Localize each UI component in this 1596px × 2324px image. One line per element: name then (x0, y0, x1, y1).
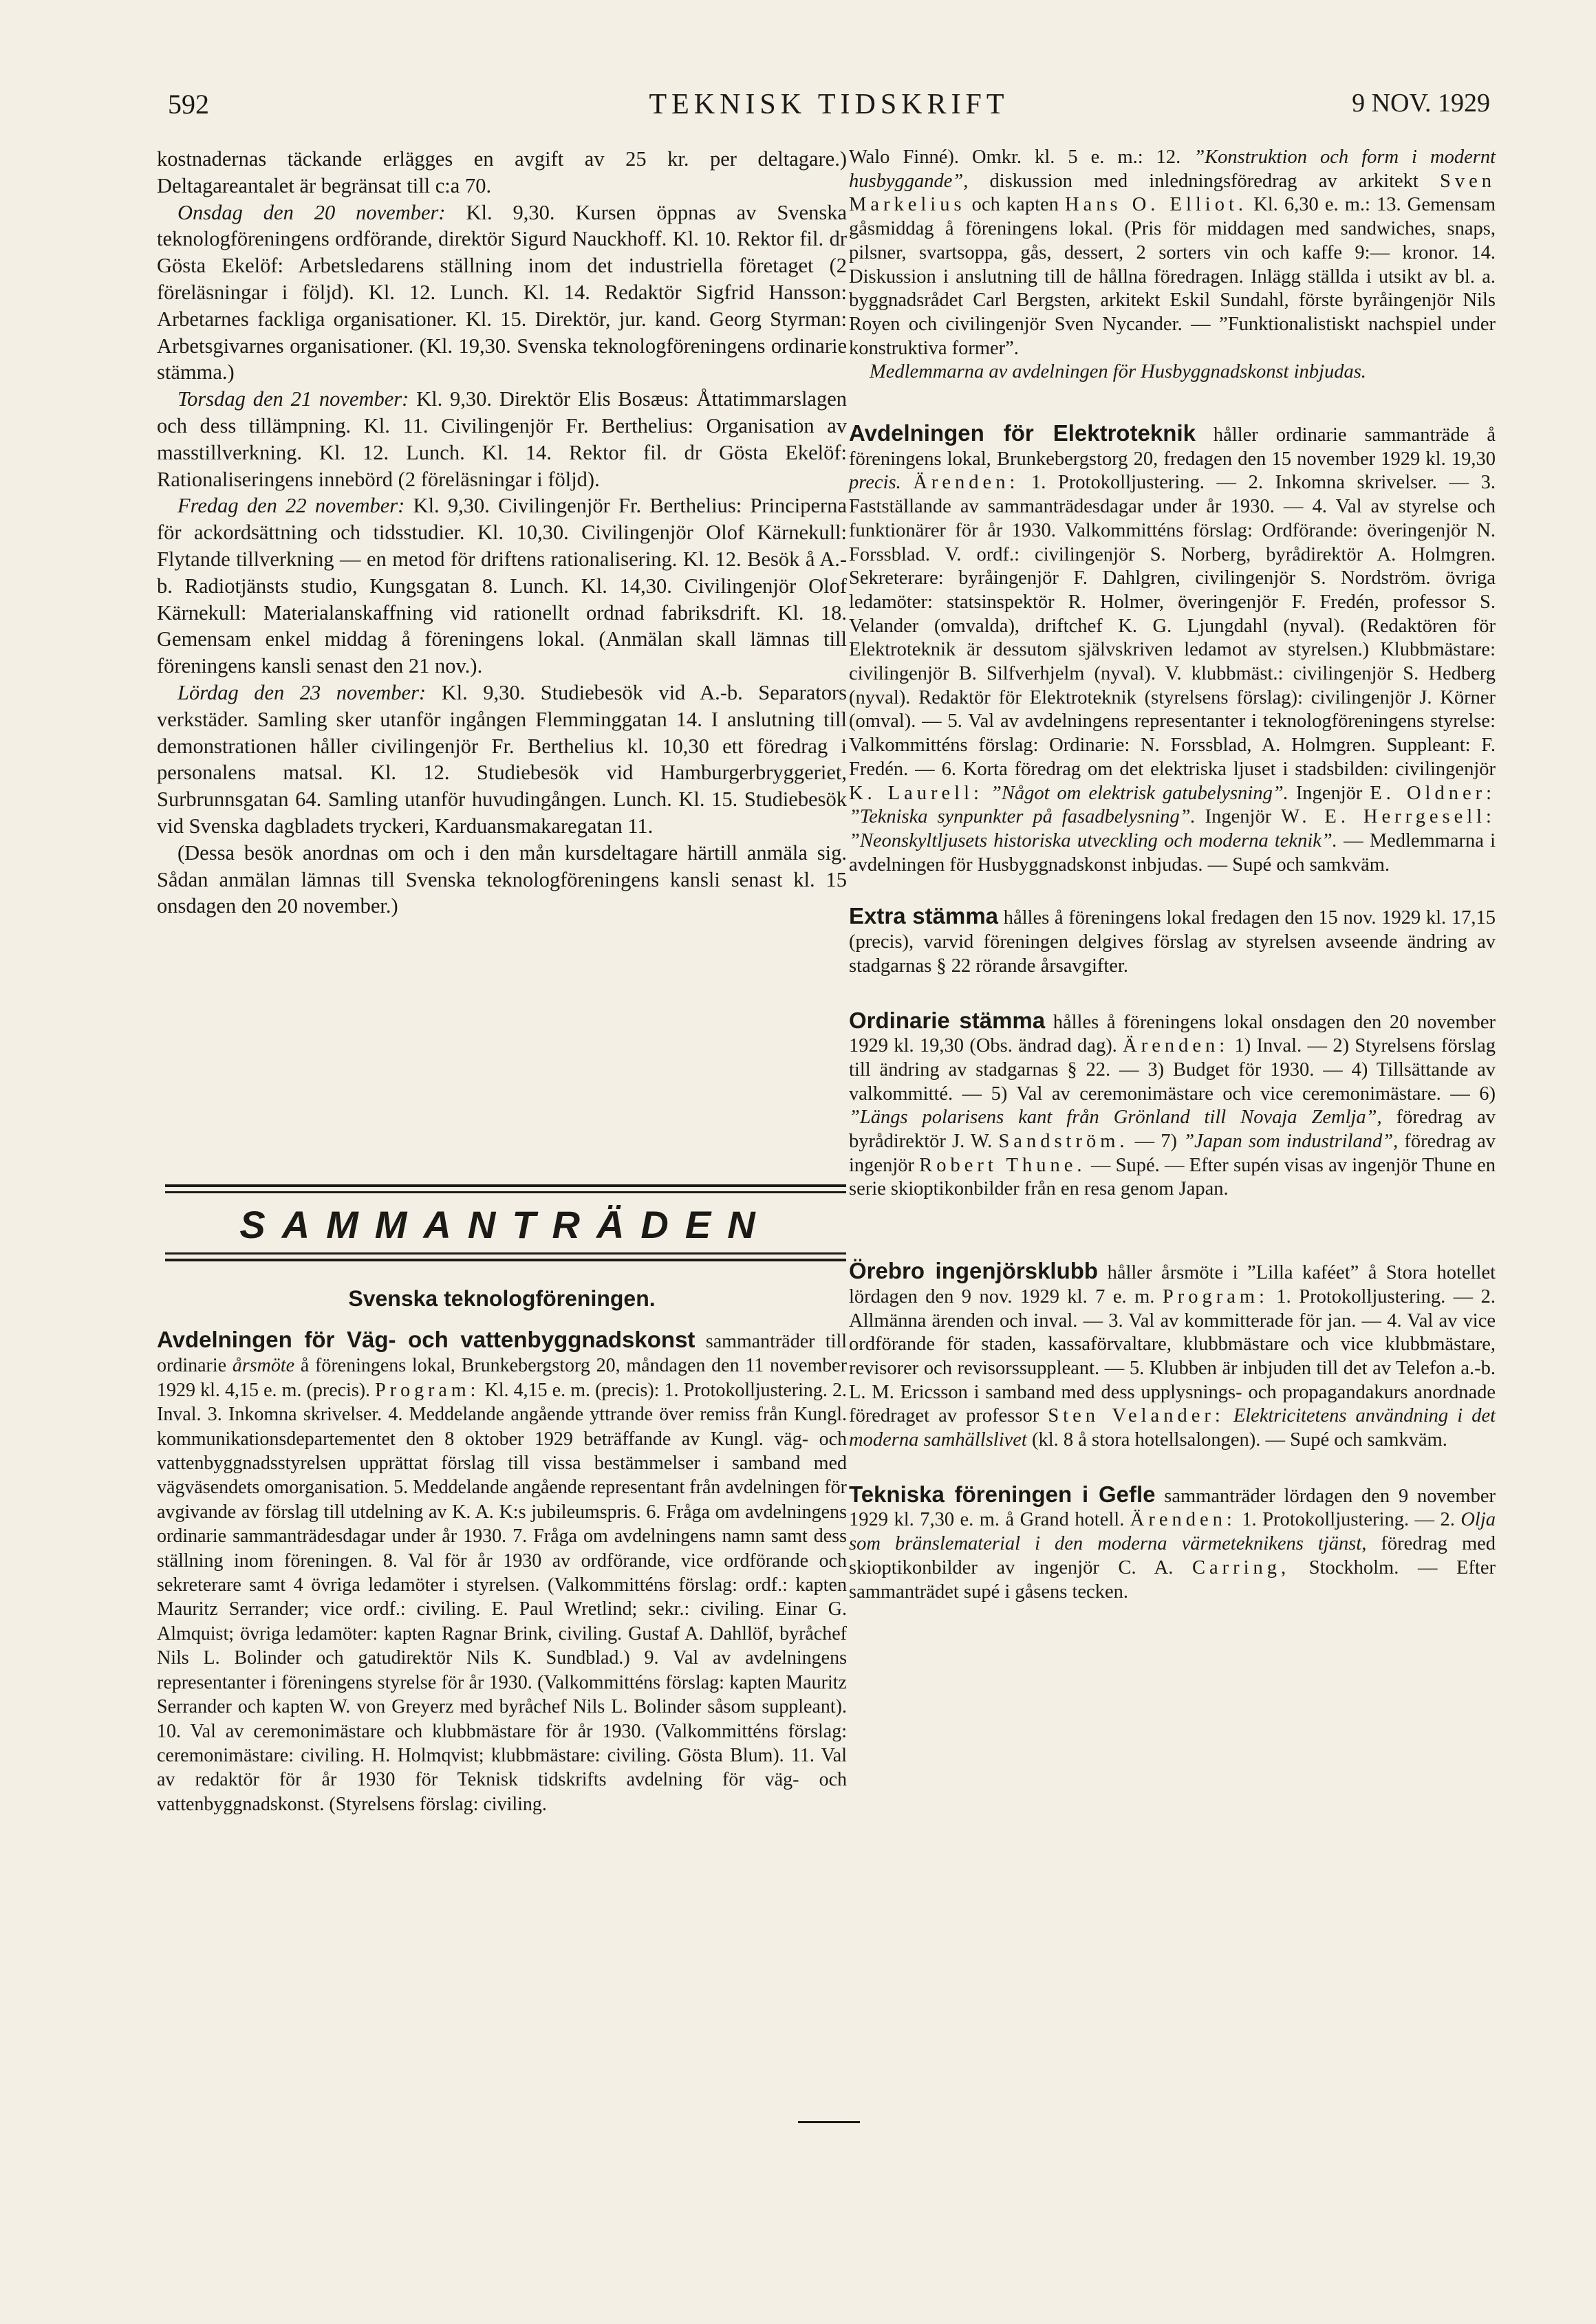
orebro-notice: Örebro ingenjörsklubb håller årsmöte i ”Lilla kaféet” å Stora hotellet lördagen den 9 nov. 1929 kl. 7 e. m. Program: 1. Protokolljustering. — 2. Allmänna ärenden och inval. — 3. Val av kommitterade för jan. — 4. Val av vice ordförande för staden, kassaförvaltare, klubbmästare och vice klubbmästare, revisorer och revisorssuppleant. — 5. Klubben är inbjuden till det av Telefon a.-b. L. M. Ericsson i samband med dess upplysnings- och propagandakurs anordnade föredraget av professor Sten Velander: Elektricitetens användning i det moderna samhällslivet (kl. 8 å stora hotellsalongen). — Supé och samkväm. (849, 1258, 1496, 1451)
banner-rule (165, 1252, 846, 1255)
course-program-column (157, 146, 847, 920)
day-heading: Lördag den 23 november: (177, 680, 427, 704)
journal-title: TEKNISK TIDSKRIFT (649, 89, 1009, 120)
section-rubrik: Örebro ingenjörsklubb (849, 1258, 1099, 1284)
banner-rule (165, 1191, 846, 1193)
spacer (849, 877, 1496, 904)
end-rule (798, 2121, 860, 2123)
vag-section (157, 1327, 847, 1816)
section-rubrik: Avdelningen för Väg- och vattenbyggnadskonst (157, 1327, 695, 1352)
husbyggnad-invitation: Medlemmarna av avdelningen för Husbyggnadskonst inbjudas. (870, 361, 1366, 383)
extra-stamma-notice: Extra stämma hålles å föreningens lokal fredagen den 15 nov. 1929 kl. 17,15 (precis), varvid föreningen delgives förslag av styrelsen avseende ändring av stadgarnas § 22 rörande årsavgifter. (849, 903, 1496, 977)
friday-program: Fredag den 22 november: Kl. 9,30. Civilingenjör Fr. Berthelius: Principerna för ackordsättning och tidsstudier. Kl. 10,30. Civilingenjör Olof Kärnekull: Flytande tillverkning — en metod för driftens rationalisering. Kl. 12. Besök å A.-b. Radiotjänsts studio, Kungsgatan 8. Lunch. Kl. 14,30. Civilingenjör Olof Kärnekull: Materialanskaffning vid rationellt ordnad fabriksdrift. Kl. 18. Gemensam enkel middag å föreningens lokal. (Anmälan skall lämnas till föreningens kansli senast den 21 nov.). (157, 494, 847, 678)
day-heading: Torsdag den 21 november: (177, 387, 409, 411)
section-banner (165, 1184, 846, 1261)
day-heading: Onsdag den 20 november: (177, 200, 446, 224)
spacer (849, 1453, 1496, 1483)
issue-date: 9 NOV. 1929 (1352, 89, 1490, 118)
banner-rule (165, 1259, 846, 1261)
section-rubrik: Ordinarie stämma (849, 1007, 1046, 1033)
banner-rule (165, 1184, 846, 1187)
gefle-notice: Tekniska föreningen i Gefle sammanträder lördagen den 9 november 1929 kl. 7,30 e. m. å Grand hotell. Ärenden: 1. Protokolljustering. — 2. Olja som bränslematerial i den moderna värmeteknikens tjänst, föredrag med skioptikonbilder av ingenjör C. A. Carring, Stockholm. — Efter sammanträdet supé i gåsens tecken. (849, 1481, 1496, 1603)
spacer (849, 1202, 1496, 1259)
day-heading: Fredag den 22 november: (177, 494, 405, 518)
elektro-notice: Avdelningen för Elektroteknik håller ordinarie sammanträde å föreningens lokal, Brunkebergstorg 20, fredagen den 15 november 1929 kl. 19,30 precis. Ärenden: 1. Protokolljustering. — 2. Inkomna skrivelser. — 3. Fastställande av sammanträdesdagar under år 1930. — 4. Val av styrelse och funktionärer för år 1930. Valkommitténs förslag: Ordförande: överingenjör N. Forssblad. V. ordf.: civilingenjör S. Norberg, byrådirektör A. Holmgren. Sekreterare: byråingenjör F. Dahlgren, civilingenjör S. Nordström. övriga ledamöter: statsinspektör R. Holmer, överingenjör F. Fredén, professor S. Velander (omvalda), driftchef K. G. Ljungdahl (nyval). (Redaktören för Elektroteknik är dessutom självskriven ledamot av styrelsen.) Klubbmästare: civilingenjör B. Silfverhjelm (nyval). V. klubbmäst.: civilingenjör S. Hedberg (nyval). Redaktör för Elektroteknik (styrelsens förslag): civilingenjör J. Körner (omval). — 5. Val av avdelningens representanter i teknologföreningens styrelse: Valkommitténs förslag: Ordinarie: N. Forssblad, A. Holmgren. Suppleant: F. Fredén. — 6. Korta föredrag om det elektriska ljuset i stadsbilden: civilingenjör K. Laurell: ”Något om elektrisk gatubelysning”. Ingenjör E. Oldner: ”Tekniska synpunkter på fasadbelysning”. Ingenjör W. E. Herrgesell: ”Neonskyltljusets historiska utveckling och moderna teknik”. — Medlemmarna i avdelningen för Husbyggnadskonst inbjudas. — Supé och samkväm. (849, 420, 1496, 876)
course-fee-paragraph: kostnadernas täckande erlägges en avgift av 25 kr. per deltagare.) Deltagareantalet är begränsat till c:a 70. (157, 147, 847, 197)
section-rubrik: Avdelningen för Elektroteknik (849, 420, 1196, 446)
section-rubrik: Extra stämma (849, 903, 999, 929)
thursday-program: Torsdag den 21 november: Kl. 9,30. Direktör Elis Bosæus: Åttatimmarslagen och dess tillämpning. Kl. 11. Civilingenjör Fr. Berthelius: Organisation av masstillverkning. Kl. 12. Lunch. Kl. 14. Rektor fil. dr Gösta Ekelöf: Rationaliseringens innebörd (2 föreläsningar i följd). (157, 387, 847, 491)
spacer (849, 384, 1496, 422)
running-head (168, 88, 1490, 129)
spacer (849, 979, 1496, 1009)
husbyggnad-continuation: Walo Finné). Omkr. kl. 5 e. m.: 12. ”Konstruktion och form i modernt husbyggande”, diskussion med inledningsföredrag av arkitekt Sven Markelius och kapten Hans O. Elliot. Kl. 6,30 e. m.: 13. Gemensam gåsmiddag å föreningens lokal. (Pris för middagen med sandwiches, snaps, pilsner, svartsoppa, gås, dessert, 2 sorters vin och kaffe 9:— kronor. 14. Diskussion i anslutning till de hållna föredragen. Inlägg ställda i utsikt av bl. a. byggnadsrådet Carl Bergsten, arkitekt Eskil Sundahl, förste byråingenjör Nils Royen och civilingenjör Sven Nycander. — ”Funktionalistiskt nachspiel under konstruktiva former”. (849, 146, 1496, 359)
vag-notice: Avdelningen för Väg- och vattenbyggnadskonst sammanträder till ordinarie årsmöte å föreningens lokal, Brunkebergstorg 20, måndagen den 11 november 1929 kl. 4,15 e. m. (precis). Program: Kl. 4,15 e. m. (precis): 1. Protokolljustering. 2. Inval. 3. Inkomna skrivelser. 4. Meddelande angående yttrande över remiss från Kungl. kommunikationsdepartementet den 8 oktober 1929 beträffande av Kungl. väg- och vattenbyggnadsstyrelsen upprättat förslag till vissa bestämmelser i samband med vägväsendets omorganisation. 5. Meddelande angående representant från avdelningen för avgivande av förslag till utdelning av K. A. K:s jubileumspris. 6. Fråga om avdelningens ordinarie sammanträdesdagar under år 1930. 7. Fråga om avdelningens namn samt dess ställning inom föreningen. 8. Val för år 1930 av ordförande, vice ordförande och sekreterare samt 4 övriga ledamöter i styrelsen. (Valkommitténs förslag: ordf.: kapten Mauritz Serrander; vice ordf.: civiling. E. Paul Wretlind; sekr.: civiling. Einar G. Almquist; övriga ledamöter: kapten Ragnar Brink, civiling. Gustaf A. Dahllöf, byråchef Nils L. Bolinder och gatudirektör Nils K. Sundblad.) 9. Val av avdelningens representanter i föreningens styrelse för år 1930. (Valkommitténs förslag: kapten Mauritz Serrander och kapten W. von Greyerz med byråchef Nils L. Bolinder såsom suppleant). 10. Val av ceremonimästare och klubbmästare för år 1930. (Valkommitténs förslag: ceremonimästare: civiling. H. Holmqvist; klubbmästare: civiling. Gösta Blum). 11. Val av redaktör för år 1930 för Teknisk tidskrifts avdelning för väg- och vattenbyggnadskonst. (Styrelsens förslag: civiling. (157, 1327, 848, 1815)
page-number: 592 (168, 89, 209, 120)
visit-note: (Dessa besök anordnas om och i den mån kursdeltagare härtill anmäla sig. Sådan anmälan lämnas till Svenska teknologföreningens kansli senast kl. 15 onsdagen den 20 november.) (157, 840, 847, 918)
section-rubrik: Tekniska föreningen i Gefle (849, 1481, 1156, 1507)
ordinarie-stamma-notice: Ordinarie stämma hålles å föreningens lokal onsdagen den 20 november 1929 kl. 19,30 (Obs. ändrad dag). Ärenden: 1) Inval. — 2) Styrelsens förslag till ändring av stadgarnas § 22. — 3) Budget för 1930. — 4) Tillsättande av valkommitté. — 5) Val av ceremonimästare och vice ceremonimästare. — 6) ”Längs polarisens kant från Grönland till Novaja Zemlja”, föredrag av byrådirektör J. W. Sandström. — 7) ”Japan som industriland”, föredrag av ingenjör Robert Thune. — Supé. — Efter supén visas av ingenjör Thune en serie skioptikonbilder från en resa genom Japan. (849, 1007, 1496, 1200)
wednesday-program: Onsdag den 20 november: Kl. 9,30. Kursen öppnas av Svenska teknologföreningens ordförande, direktör Sigurd Nauckhoff. Kl. 10. Rektor fil. dr Gösta Ekelöf: Arbetsledarens ställning inom det industriella företaget (2 föreläsningar i följd). Kl. 12. Lunch. Kl. 14. Redaktör Sigfrid Hansson: Arbetarnes fackliga organisationer. Kl. 15. Direktör, jur. kand. Georg Styrman: Arbetsgivarnes organisationer. (Kl. 19,30. Svenska teknologföreningens ordinarie stämma.) (157, 200, 847, 384)
banner-title: SAMMANTRÄDEN (239, 1203, 772, 1246)
saturday-program: Lördag den 23 november: Kl. 9,30. Studiebesök vid A.-b. Separators verkstäder. Samling sker utanför ingången Flemminggatan 14. I anslutning till demonstrationen håller civilingenjör Fr. Berthelius kl. 10,30 ett föredrag i personalens matsal. Kl. 12. Studiebesök vid Hamburgerbryggeriet, Surbrunnsgatan 64. Samling utanför huvudingången. Lunch. Kl. 15. Studiebesök vid Svenska dagbladets tryckeri, Karduansmakaregatan 11. (157, 680, 847, 838)
society-title: Svenska teknologföreningen. (348, 1286, 656, 1311)
meetings-column (849, 146, 1496, 1604)
